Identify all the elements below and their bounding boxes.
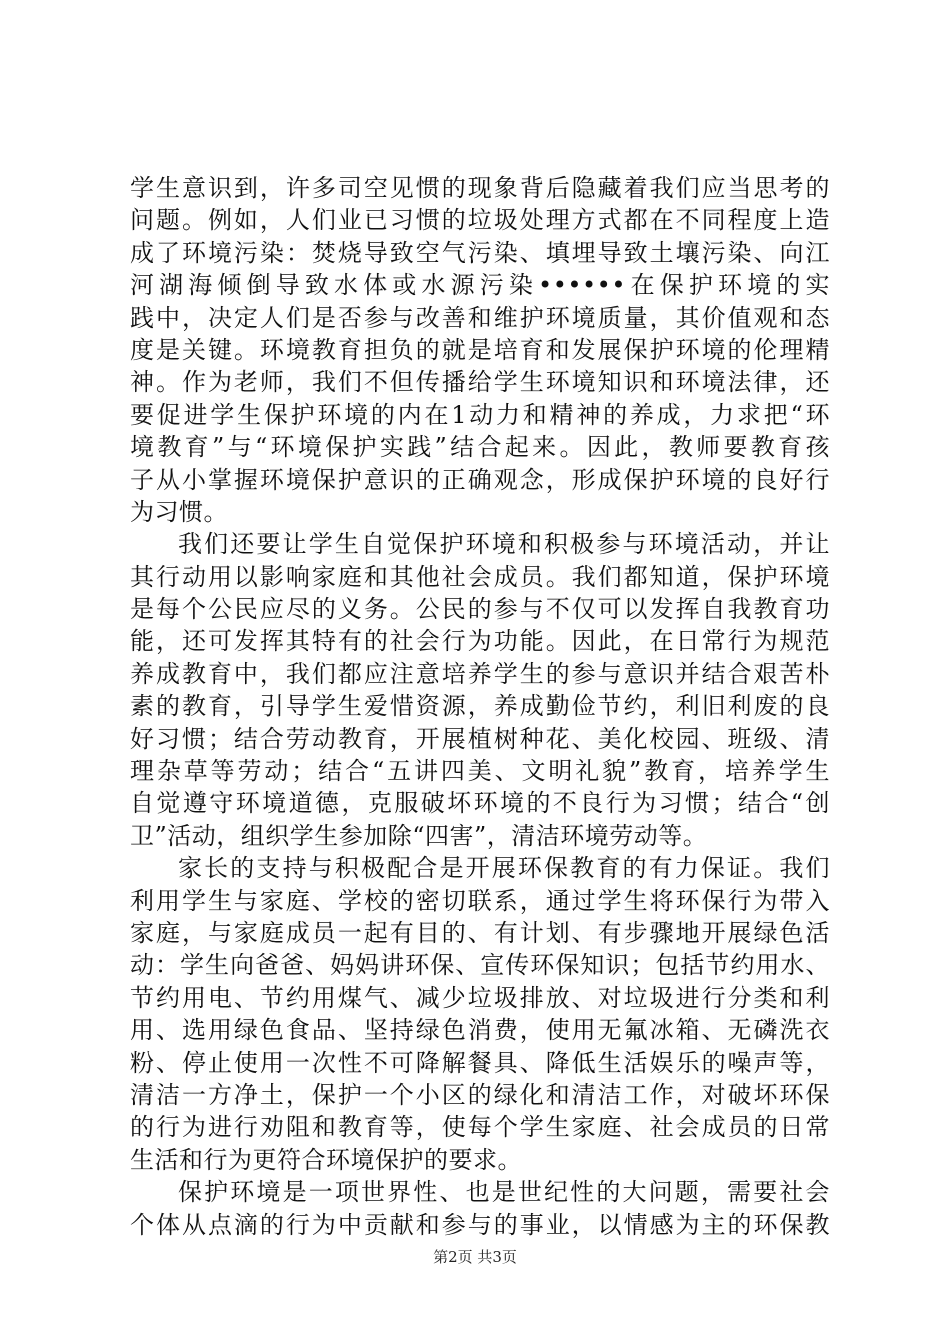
text-line: 践中，决定人们是否参与改善和维护环境质量，其价值观和态 — [130, 303, 830, 332]
text-line: 家庭，与家庭成员一起有目的、有计划、有步骤地开展绿色活 — [130, 918, 830, 947]
text-line: 家长的支持与积极配合是开展环保教育的有力保证。我们 — [178, 854, 830, 883]
page-footer: 第2页 共3页 — [433, 1248, 517, 1266]
text-line: 境教育”与“环境保护实践”结合起来。因此，教师要教育孩 — [130, 433, 830, 462]
text-line: 的行为进行劝阻和教育等，使每个学生家庭、社会成员的日常 — [130, 1113, 830, 1142]
text-line: 个体从点滴的行为中贡献和参与的事业，以情感为主的环保教 — [130, 1210, 830, 1239]
text-line: 学生意识到，许多司空见惯的现象背后隐藏着我们应当思考的 — [130, 174, 830, 202]
text-line: 度是关键。环境教育担负的就是培育和发展保护环境的伦理精 — [130, 335, 830, 364]
text-line: 生活和行为更符合环境保护的要求。 — [130, 1145, 522, 1174]
text-line: 其行动用以影响家庭和其他社会成员。我们都知道，保护环境 — [130, 562, 830, 591]
text-line: 为习惯。 — [130, 497, 228, 526]
text-line: 能，还可发挥其特有的社会行为功能。因此，在日常行为规范 — [130, 627, 830, 656]
text-line: 好习惯；结合劳动教育，开展植树种花、美化校园、班级、清 — [130, 724, 830, 753]
text-line: 神。作为老师，我们不但传播给学生环境知识和环境法律，还 — [130, 368, 830, 397]
text-line: 保护环境是一项世界性、也是世纪性的大问题，需要社会 — [178, 1178, 830, 1207]
text-line: 粉、停止使用一次性不可降解餐具、降低生活娱乐的噪声等， — [130, 1048, 830, 1077]
text-line: 子从小掌握环境保护意识的正确观念，形成保护环境的良好行 — [130, 465, 830, 494]
text-line: 动：学生向爸爸、妈妈讲环保、宣传环保知识；包括节约用水、 — [130, 951, 830, 980]
text-line: 卫”活动，组织学生参加除“四害”，清洁环境劳动等。 — [130, 821, 708, 850]
text-line: 成了环境污染：焚烧导致空气污染、填埋导致土壤污染、向江 — [130, 238, 830, 267]
text-line: 利用学生与家庭、学校的密切联系，通过学生将环保行为带入 — [130, 886, 830, 915]
text-line: 清洁一方净土，保护一个小区的绿化和清洁工作，对破坏环保 — [130, 1080, 830, 1109]
text-line: 要促进学生保护环境的内在1动力和精神的养成，力求把“环 — [130, 400, 830, 429]
text-line: 理杂草等劳动；结合“五讲四美、文明礼貌”教育，培养学生 — [130, 757, 830, 786]
text-line: 用、选用绿色食品、坚持绿色消费，使用无氟冰箱、无磷洗衣 — [130, 1016, 830, 1045]
text-line: 河湖海倾倒导致水体或水源污染••••••在保护环境的实 — [130, 271, 830, 300]
text-line: 素的教育，引导学生爱惜资源，养成勤俭节约，利旧利废的良 — [130, 692, 830, 721]
text-line: 问题。例如，人们业已习惯的垃圾处理方式都在不同程度上造 — [130, 206, 830, 235]
text-line: 是每个公民应尽的义务。公民的参与不仅可以发挥自我教育功 — [130, 595, 830, 624]
body-text — [130, 172, 830, 1241]
text-line: 我们还要让学生自觉保护环境和积极参与环境活动，并让 — [178, 530, 830, 559]
text-line: 自觉遵守环境道德，克服破坏环境的不良行为习惯；结合“创 — [130, 789, 830, 818]
text-line: 节约用电、节约用煤气、减少垃圾排放、对垃圾进行分类和利 — [130, 983, 830, 1012]
text-line: 养成教育中，我们都应注意培养学生的参与意识并结合艰苦朴 — [130, 659, 830, 688]
